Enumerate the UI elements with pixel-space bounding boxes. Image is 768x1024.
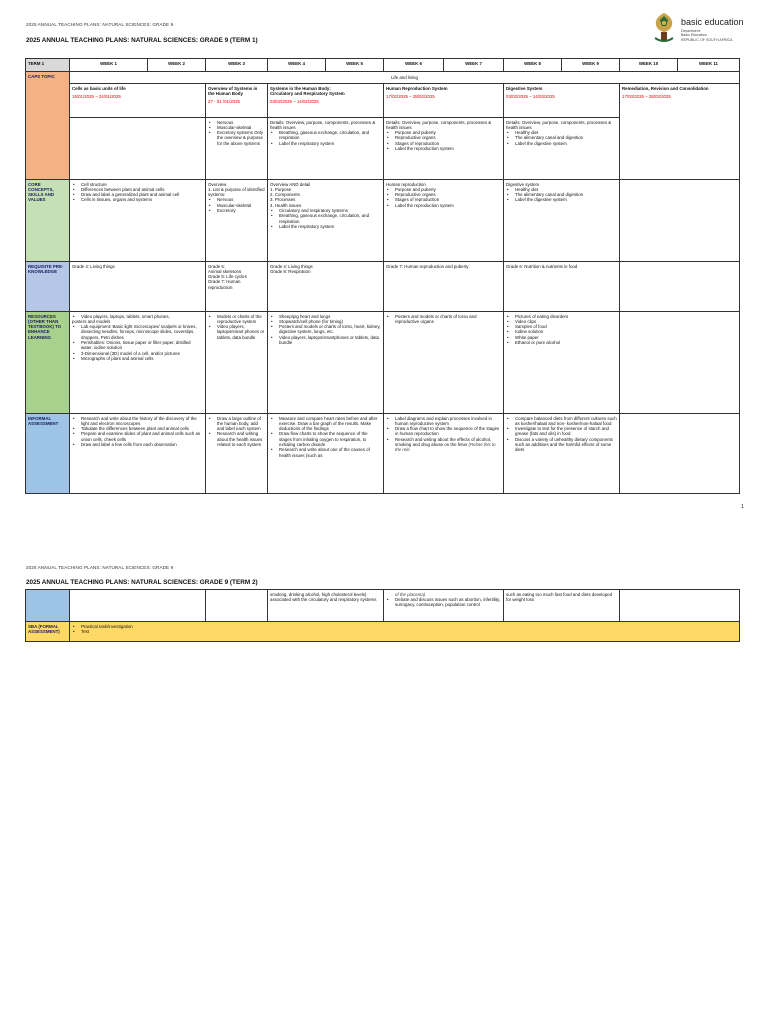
topic-date: 03/03/2025 – 14/03/2025 — [506, 93, 555, 99]
cont-cell — [620, 590, 740, 622]
list-item: • Label the respiratory system — [277, 224, 381, 229]
cont-cell: smoking, drinking alcohol, high cholesterol levels) associated with the circulatory and respiratory systems — [268, 590, 384, 622]
header-week: WEEK 3 — [206, 59, 268, 72]
list-item: • Excretory — [215, 208, 265, 213]
informal-assessment-row — [26, 414, 740, 494]
topic-date: 27 - 31 /01/2025 — [208, 99, 240, 105]
caps-banner: Life and living — [70, 72, 740, 84]
page-title: 2025 ANNUAL TEACHING PLANS: NATURAL SCIENCES: GRADE 9 (TERM 2) — [26, 579, 258, 586]
logo-sub-line: REPUBLIC OF SOUTH AFRICA — [681, 37, 733, 42]
page-title: 2025 ANNUAL TEACHING PLANS: NATURAL SCIENCES: GRADE 9 (TERM 1) — [26, 37, 258, 44]
list-item: • Label diagrams and explain processes involved in human reproductive system — [393, 416, 501, 427]
dbe-logo — [651, 12, 746, 48]
caps-topic-cell — [504, 84, 620, 118]
list-item: • Reproductive organs — [393, 135, 501, 140]
inf-cell — [70, 414, 206, 494]
header-week: WEEK 6 — [384, 59, 444, 72]
caps-detail-cell — [206, 118, 268, 180]
row-label-resources: RESOURCES (OTHER THAN TEXTBOOK) TO ENHANCE LEARNING — [26, 312, 70, 414]
list-item: • Measure and compare heart rates before and after exercise. Draw a bar graph of the results. Make deductions of the findings — [277, 416, 381, 432]
topic-name: Systems in the Human Body: — [270, 85, 331, 91]
list-item: • Nervous — [215, 197, 265, 202]
list-item: • Nervous — [215, 120, 265, 125]
list-item: • Draw and label a few cells from each observation — [79, 442, 203, 447]
header-week: WEEK 5 — [326, 59, 384, 72]
list-item: • Discuss a variety of unhealthy dietary components such as additives and the harmful effects of some diets — [513, 437, 617, 453]
header-week: WEEK 11 — [678, 59, 740, 72]
page-number: 1 — [741, 504, 744, 510]
list-item: • Healthy diet — [513, 130, 617, 135]
list-item: • Stages of reproduction — [393, 197, 501, 202]
list-item: • Label the respiratory system — [277, 141, 381, 146]
list-item: • Draw flow charts to show the sequence of the stages from inhaling oxygen to respiration, to exhaling carbon dioxide — [277, 431, 381, 447]
cont-cell — [70, 590, 206, 622]
caps-banner-row — [26, 72, 740, 84]
req-cell: Grade 6: Nutrition & nutrients in food — [504, 262, 620, 312]
inf-cell — [504, 414, 620, 494]
continuation-row — [26, 590, 740, 622]
list-item: • Posters and models or charts of torso and reproductive organs — [393, 314, 501, 325]
numbered-item: 1. Purpose — [270, 186, 292, 192]
list-item: • Stages of reproduction — [393, 141, 501, 146]
list-item: • 3-Dimensional (3D) model of a cell, and/or pictures — [79, 351, 203, 356]
list-item: • Video clips — [513, 319, 617, 324]
core-concepts-row — [26, 180, 740, 262]
list-item: • Breathing, gaseous exchange, circulation, and respiration — [277, 213, 381, 224]
core-intro: Digestive system — [506, 181, 540, 187]
res-cell — [268, 312, 384, 414]
row-label-caps-topic: CAPS TOPIC — [26, 72, 70, 180]
req-line: Grade 8: Respiration — [270, 268, 311, 274]
res-cell — [620, 312, 740, 414]
header-week: WEEK 1 — [70, 59, 148, 72]
list-item: • Cell structure — [79, 182, 203, 187]
list-item: • Stopwatch/cell phone (for timing) — [277, 319, 381, 324]
caps-topic-cell — [268, 84, 384, 118]
caps-topic-cell — [384, 84, 504, 118]
req-line: Grade 5: — [208, 263, 226, 269]
header-week: WEEK 10 — [620, 59, 678, 72]
core-intro: Human reproduction — [386, 181, 426, 187]
list-item: • Micrographs of plant and animal cells — [79, 356, 203, 361]
req-cell — [206, 262, 268, 312]
list-item: • Iodine solution — [513, 329, 617, 334]
cont-cell — [384, 590, 504, 622]
list-item — [393, 437, 501, 453]
topic-name: Overview of Systems in the Human Body — [208, 85, 258, 96]
list-item: • Lab equipment: Basic light microscopes/ scalpels or knives, dissecting needles, forceps, microscope slides, coverslips, droppers, Petri dishes — [79, 324, 203, 340]
list-item: • The alimentary canal and digestion — [513, 135, 617, 140]
topic-date: 17/03/2025 – 28/03/2025 — [622, 93, 671, 99]
list-item: • Sheep/pig heart and lungs — [277, 314, 381, 319]
list-item-text: Research and writing about the effects of alcohol, smoking and drug abuse on the fetus — [395, 436, 492, 447]
running-header: 2025 ANNUAL TEACHING PLANS: NATURAL SCIENCES: GRADE 9 — [26, 565, 174, 570]
list-item: • Draw a flow chart to show the sequence of the stages in human reproduction — [393, 426, 501, 437]
numbered-item: 2. Components — [270, 192, 300, 198]
list-item: • Compare balanced diets from different cultures such as kosher/halaal and non- kosher/non-halaal food — [513, 416, 617, 427]
inf-cell — [384, 414, 504, 494]
list-item: • Reproductive organs — [393, 192, 501, 197]
list-item: • Purpose and puberty — [393, 187, 501, 192]
req-cell — [268, 262, 384, 312]
list-item: • Investigate to test for the presence of starch and grease (fats and oils) in food — [513, 426, 617, 437]
list-item: • Draw a large outline of the human body, add and label each system — [215, 416, 265, 432]
core-cell — [70, 180, 206, 262]
italic-note: (Relate this to the role — [395, 441, 496, 453]
list-item: • Label the reproduction system — [393, 203, 501, 208]
topic-name: Remediation, Revision and Consolidation — [622, 85, 709, 91]
res-cell — [206, 312, 268, 414]
req-line: Grade 5: Life cycles — [208, 274, 247, 280]
list-item: • Label the reproduction system — [393, 146, 501, 151]
req-cell: Grade 7: Human reproduction and puberty — [384, 262, 504, 312]
list-item: • Video players, laptops/smartphones or tablets, data bundle — [277, 335, 381, 346]
core-cell — [206, 180, 268, 262]
list-item: • Posters and models or charts of torso, heart, kidney, digestive system, lungs, etc. — [277, 324, 381, 335]
caps-detail-cell — [384, 118, 504, 180]
inf-cell — [620, 414, 740, 494]
req-line: Grade 7: Human reproduction — [208, 279, 241, 290]
topic-date: 15/01/2025 – 24/01/2025 — [72, 93, 121, 99]
logo-brand-text: basic education — [681, 17, 744, 27]
list-item: • Samples of food — [513, 324, 617, 329]
caps-topic-cell — [620, 84, 740, 180]
caps-detail-cell — [70, 118, 206, 180]
list-item: • Research and writing about the health issues related to each system — [215, 431, 265, 447]
coat-of-arms-icon — [651, 12, 677, 46]
list-item: • Perishables: Onions, tissue paper or filter paper, distilled water, iodine solution — [79, 340, 203, 351]
req-cell: Grade 4: Living things — [70, 262, 206, 312]
row-label-continuation — [26, 590, 70, 622]
list-item: • Draw and label a generalized plant and animal cell — [79, 192, 203, 197]
list-item: • Cells in tissues, organs and systems — [79, 197, 203, 202]
list-item: • White paper — [513, 335, 617, 340]
topic-name: Cells as basic units of life — [72, 85, 126, 91]
core-cell — [504, 180, 620, 262]
topic-name: Digestive System — [506, 85, 543, 91]
caps-detail-cell — [268, 118, 384, 180]
list-item: • Label the digestive system — [513, 197, 617, 202]
numbered-item: 3. Processes — [270, 197, 296, 203]
row-label-informal-assessment: INFORMAL ASSESSMENT — [26, 414, 70, 494]
list-item: • Prepare and examine slides of plant and animal cells such as onion cells, cheek cells — [79, 431, 203, 442]
row-label-requisite: REQUISITE PRE-KNOWLEDGE — [26, 262, 70, 312]
italic-note: of the placenta) — [395, 591, 426, 597]
detail-intro: Details: Overview, purpose, components, processes & health issues — [506, 119, 612, 130]
list-item: • Video players, laptops, tablets, smart phones, — [79, 314, 203, 319]
list-item: • The alimentary canal and digestion — [513, 192, 617, 197]
header-row — [26, 59, 740, 72]
list-item: • Label the digestive system — [513, 141, 617, 146]
header-week: WEEK 8 — [504, 59, 562, 72]
logo-sub-line: Basic Education — [681, 33, 707, 38]
topic-name: Circulatory and Respiratory System — [270, 90, 345, 96]
res-cell — [70, 312, 206, 414]
core-intro: Overview — [208, 181, 227, 187]
row-label-sba: SBA (FORMAL ASSESSMENT) — [26, 622, 70, 642]
list-item: • Healthy diet — [513, 187, 617, 192]
list-item: • Breathing, gaseous exchange, circulation, and respiration — [277, 130, 381, 141]
core-cell — [384, 180, 504, 262]
core-intro: 1. List & purpose of identified systems: — [208, 186, 265, 198]
core-cell — [620, 180, 740, 262]
inf-cell — [268, 414, 384, 494]
req-cell — [620, 262, 740, 312]
res-cell — [504, 312, 620, 414]
res-line: posters and models — [72, 318, 111, 324]
list-item: • Video players, laptops/smart phones or tablets, data bundle — [215, 324, 265, 340]
inf-cell — [206, 414, 268, 494]
requisite-row — [26, 262, 740, 312]
topic-name: Human Reproduction System — [386, 85, 448, 91]
header-week: WEEK 4 — [268, 59, 326, 72]
list-item: • Research and write about one of the causes of health issues (such as — [277, 447, 381, 458]
caps-topic-row — [26, 84, 740, 118]
req-line: Animal skeletons — [208, 268, 242, 274]
topic-date: 17/02/2025 – 28/02/2025 — [386, 93, 435, 99]
logo-sub-line: Department: — [681, 29, 701, 33]
list-item: • Pictures of eating disorders — [513, 314, 617, 319]
caps-detail-cell — [504, 118, 620, 180]
detail-intro: Details: Overview, purpose, components, processes & health issues — [386, 119, 492, 130]
list-item: • Debate and discuss issues such as abortion, infertility, surrogacy, contraception, population control — [393, 597, 501, 608]
list-item: • Ethanol or pure alcohol — [513, 340, 617, 345]
header-week: WEEK 7 — [444, 59, 504, 72]
numbered-item: 4. Health issues — [270, 202, 302, 208]
list-item: • Differences between plant and animal cells — [79, 187, 203, 192]
list-item: • Practical task/investigation — [79, 624, 737, 629]
term2-continuation-table — [25, 589, 740, 642]
res-cell — [384, 312, 504, 414]
term1-teaching-plan-table — [25, 58, 740, 494]
list-item: • Tabulate the differences between plant and animal cells — [79, 426, 203, 431]
list-item: • Test — [79, 629, 737, 634]
cont-cell — [206, 590, 268, 622]
sba-cell — [70, 622, 740, 642]
list-item: • Muscular-skeletal — [215, 203, 265, 208]
list-item: • Circulatory and respiratory systems — [277, 208, 381, 213]
list-item: • Research and write about the history of the discovery of the light and electron microscopes — [79, 416, 203, 427]
cont-cell: such as eating too much fast food and diets developed for weight loss — [504, 590, 620, 622]
detail-intro: Details: Overview, purpose, components, processes & health issues — [270, 119, 376, 130]
sba-row — [26, 622, 740, 642]
caps-topic-cell — [206, 84, 268, 118]
header-week: WEEK 9 — [562, 59, 620, 72]
logo-subtext — [681, 29, 733, 42]
running-header: 2025 ANNUAL TEACHING PLANS: NATURAL SCIENCES: GRADE 9 — [26, 22, 174, 27]
list-item: • Excretory systems Only the overview & purpose for the above systems — [215, 130, 265, 146]
list-item: • Muscular-skeletal — [215, 125, 265, 130]
req-line: Grade 4: Living things — [270, 263, 313, 269]
header-week: WEEK 2 — [148, 59, 206, 72]
resources-row — [26, 312, 740, 414]
core-intro: Overview AND detail — [270, 181, 311, 187]
topic-date: 03/02/2025 – 14/02/2025 — [270, 99, 319, 105]
core-cell — [268, 180, 384, 262]
list-item: • Purpose and puberty — [393, 130, 501, 135]
list-item: • Models or charts of the reproductive system — [215, 314, 265, 325]
row-label-core-concepts: CORE CONCEPTS, SKILLS AND VALUES — [26, 180, 70, 262]
caps-topic-cell — [70, 84, 206, 118]
header-term: TERM 1 — [26, 59, 70, 72]
